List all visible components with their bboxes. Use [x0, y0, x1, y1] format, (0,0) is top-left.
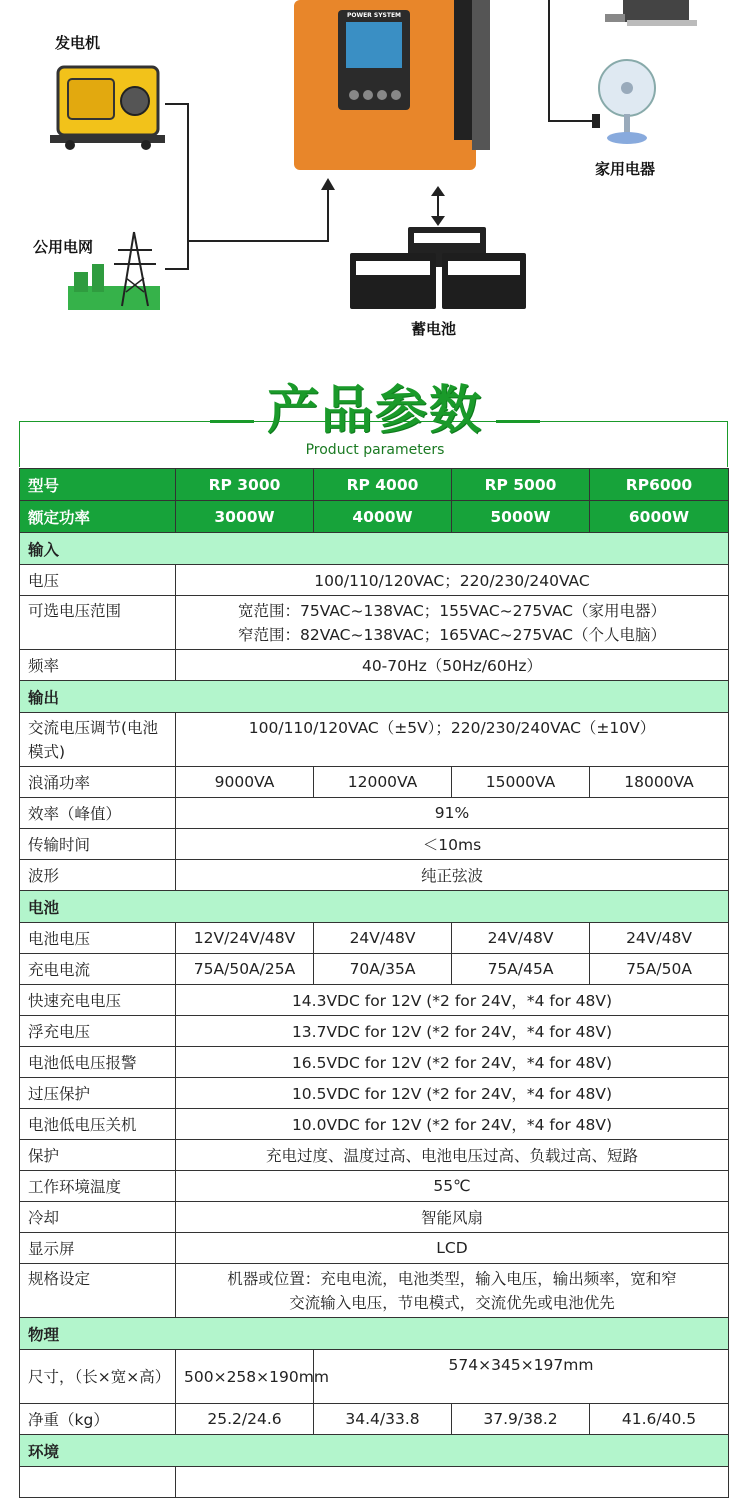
table-row: [20, 1467, 729, 1498]
range-line-1: 宽范围：75VAC~138VAC；155VAC~275VAC（家用电器）: [237, 601, 666, 620]
generator-label: 发电机: [55, 34, 101, 52]
row-label: 过压保护: [20, 1078, 176, 1109]
table-row: [20, 1016, 729, 1047]
model-cell: RP 3000: [176, 469, 314, 501]
table-row: [20, 1202, 729, 1233]
row-label: 电池低电压关机: [20, 1109, 176, 1140]
row-label: 电池电压: [20, 923, 176, 954]
row-value: 12000VA: [314, 767, 452, 798]
row-value: 9000VA: [176, 767, 314, 798]
table-row: [20, 1140, 729, 1171]
row-label: 波形: [20, 860, 176, 891]
row-label: 显示屏: [20, 1233, 176, 1264]
generator-icon: [50, 55, 165, 150]
row-label: 净重（kg）: [20, 1404, 176, 1435]
spec-table: [19, 468, 729, 1498]
section-row: [20, 1318, 729, 1350]
arrow-up-icon: [321, 178, 335, 190]
table-row: [20, 1047, 729, 1078]
row-value: 55℃: [176, 1171, 729, 1202]
rated-power-cell: 6000W: [590, 501, 729, 533]
table-row: [20, 713, 729, 767]
section-battery: 电池: [20, 891, 729, 923]
row-value: LCD: [176, 1233, 729, 1264]
grid-label: 公用电网: [33, 238, 94, 256]
row-value: 24V/48V: [452, 923, 590, 954]
row-value: 12V/24V/48V: [176, 923, 314, 954]
row-label: 规格设定: [20, 1264, 176, 1318]
row-value: 37.9/38.2: [452, 1404, 590, 1435]
row-value: 24V/48V: [590, 923, 729, 954]
model-label: 型号: [20, 469, 176, 501]
fan-icon: [596, 58, 658, 146]
battery-label: 蓄电池: [411, 320, 457, 338]
row-value: 10.5VDC for 12V (*2 for 24V，*4 for 48V): [176, 1078, 729, 1109]
settings-line-1: 机器或位置：充电电流，电池类型，输入电压，输出频率，宽和窄: [227, 1269, 677, 1288]
row-label: 快速充电电压: [20, 985, 176, 1016]
model-cell: RP 5000: [452, 469, 590, 501]
section-row: [20, 533, 729, 565]
row-value: 34.4/33.8: [314, 1404, 452, 1435]
section-row: [20, 891, 729, 923]
row-value: [176, 596, 729, 650]
table-row: [20, 923, 729, 954]
row-value: 500×258×190mm: [176, 1350, 314, 1404]
row-value: 10.0VDC for 12V (*2 for 24V，*4 for 48V): [176, 1109, 729, 1140]
computer-icon: [605, 0, 700, 28]
row-label: 交流电压调节(电池模式): [20, 713, 176, 767]
row-value: 574×345×197mm: [314, 1350, 729, 1404]
row-value: 75A/50A/25A: [176, 954, 314, 985]
row-value: 41.6/40.5: [590, 1404, 729, 1435]
row-label: 浪涌功率: [20, 767, 176, 798]
row-value: 75A/45A: [452, 954, 590, 985]
row-label: 可选电压范围: [20, 596, 176, 650]
table-row: [20, 1264, 729, 1318]
table-row: [20, 985, 729, 1016]
row-label: 电池低电压报警: [20, 1047, 176, 1078]
section-row: [20, 681, 729, 713]
title-frame: [19, 421, 728, 467]
table-row: [20, 596, 729, 650]
row-label: 效率（峰值）: [20, 798, 176, 829]
power-grid-icon: [68, 228, 160, 310]
section-output: 输出: [20, 681, 729, 713]
table-row: [20, 1109, 729, 1140]
row-value: 40-70Hz（50Hz/60Hz）: [176, 650, 729, 681]
battery-icon: [350, 225, 530, 313]
row-label: 冷却: [20, 1202, 176, 1233]
table-row: [20, 860, 729, 891]
page-subtitle: Product parameters: [305, 442, 445, 458]
range-line-2: 窄范围：82VAC~138VAC；165VAC~275VAC（个人电脑）: [237, 625, 666, 644]
table-row: [20, 1171, 729, 1202]
page-title: 产品参数: [266, 381, 483, 441]
row-label: 尺寸，（长×宽×高）: [20, 1350, 176, 1404]
table-row: [20, 1350, 729, 1404]
rated-power-cell: 3000W: [176, 501, 314, 533]
settings-line-2: 交流输入电压，节电模式，交流优先或电池优先: [289, 1293, 615, 1312]
row-value: 16.5VDC for 12V (*2 for 24V，*4 for 48V): [176, 1047, 729, 1078]
row-value: ＜10ms: [176, 829, 729, 860]
inverter-icon: [294, 0, 490, 172]
section-physical: 物理: [20, 1318, 729, 1350]
appliance-label: 家用电器: [595, 160, 656, 178]
table-row: [20, 767, 729, 798]
row-label: 浮充电压: [20, 1016, 176, 1047]
section-input: 输入: [20, 533, 729, 565]
row-label: 频率: [20, 650, 176, 681]
table-row: [20, 1404, 729, 1435]
row-value: 24V/48V: [314, 923, 452, 954]
rated-power-cell: 5000W: [452, 501, 590, 533]
table-row: [20, 650, 729, 681]
table-row: [20, 829, 729, 860]
row-value: 13.7VDC for 12V (*2 for 24V，*4 for 48V): [176, 1016, 729, 1047]
row-value: 15000VA: [452, 767, 590, 798]
row-value: 91%: [176, 798, 729, 829]
row-value: 纯正弦波: [176, 860, 729, 891]
table-row: [20, 1078, 729, 1109]
table-row: [20, 501, 729, 533]
row-value: 70A/35A: [314, 954, 452, 985]
row-value: 充电过度、温度过高、电池电压过高、负载过高、短路: [176, 1140, 729, 1171]
row-value: 100/110/120VAC（±5V）；220/230/240VAC（±10V）: [176, 713, 729, 767]
row-value: 100/110/120VAC；220/230/240VAC: [176, 565, 729, 596]
row-label: 电压: [20, 565, 176, 596]
table-row: [20, 469, 729, 501]
section-env: 环境: [20, 1435, 729, 1467]
table-row: [20, 798, 729, 829]
inverter-brand: POWER SYSTEM: [346, 12, 402, 19]
table-row: [20, 954, 729, 985]
system-diagram: [0, 0, 750, 360]
row-label: 充电电流: [20, 954, 176, 985]
row-value: 18000VA: [590, 767, 729, 798]
row-value: 智能风扇: [176, 1202, 729, 1233]
rated-power-cell: 4000W: [314, 501, 452, 533]
double-arrow-icon: [431, 186, 445, 226]
row-value: 25.2/24.6: [176, 1404, 314, 1435]
model-cell: RP 4000: [314, 469, 452, 501]
row-label: 保护: [20, 1140, 176, 1171]
table-row: [20, 1233, 729, 1264]
row-value: [176, 1264, 729, 1318]
row-label: 传输时间: [20, 829, 176, 860]
rated-power-label: 额定功率: [20, 501, 176, 533]
table-row: [20, 565, 729, 596]
model-cell: RP6000: [590, 469, 729, 501]
section-row: [20, 1435, 729, 1467]
row-label: 工作环境温度: [20, 1171, 176, 1202]
row-value: 14.3VDC for 12V (*2 for 24V，*4 for 48V): [176, 985, 729, 1016]
row-value: 75A/50A: [590, 954, 729, 985]
